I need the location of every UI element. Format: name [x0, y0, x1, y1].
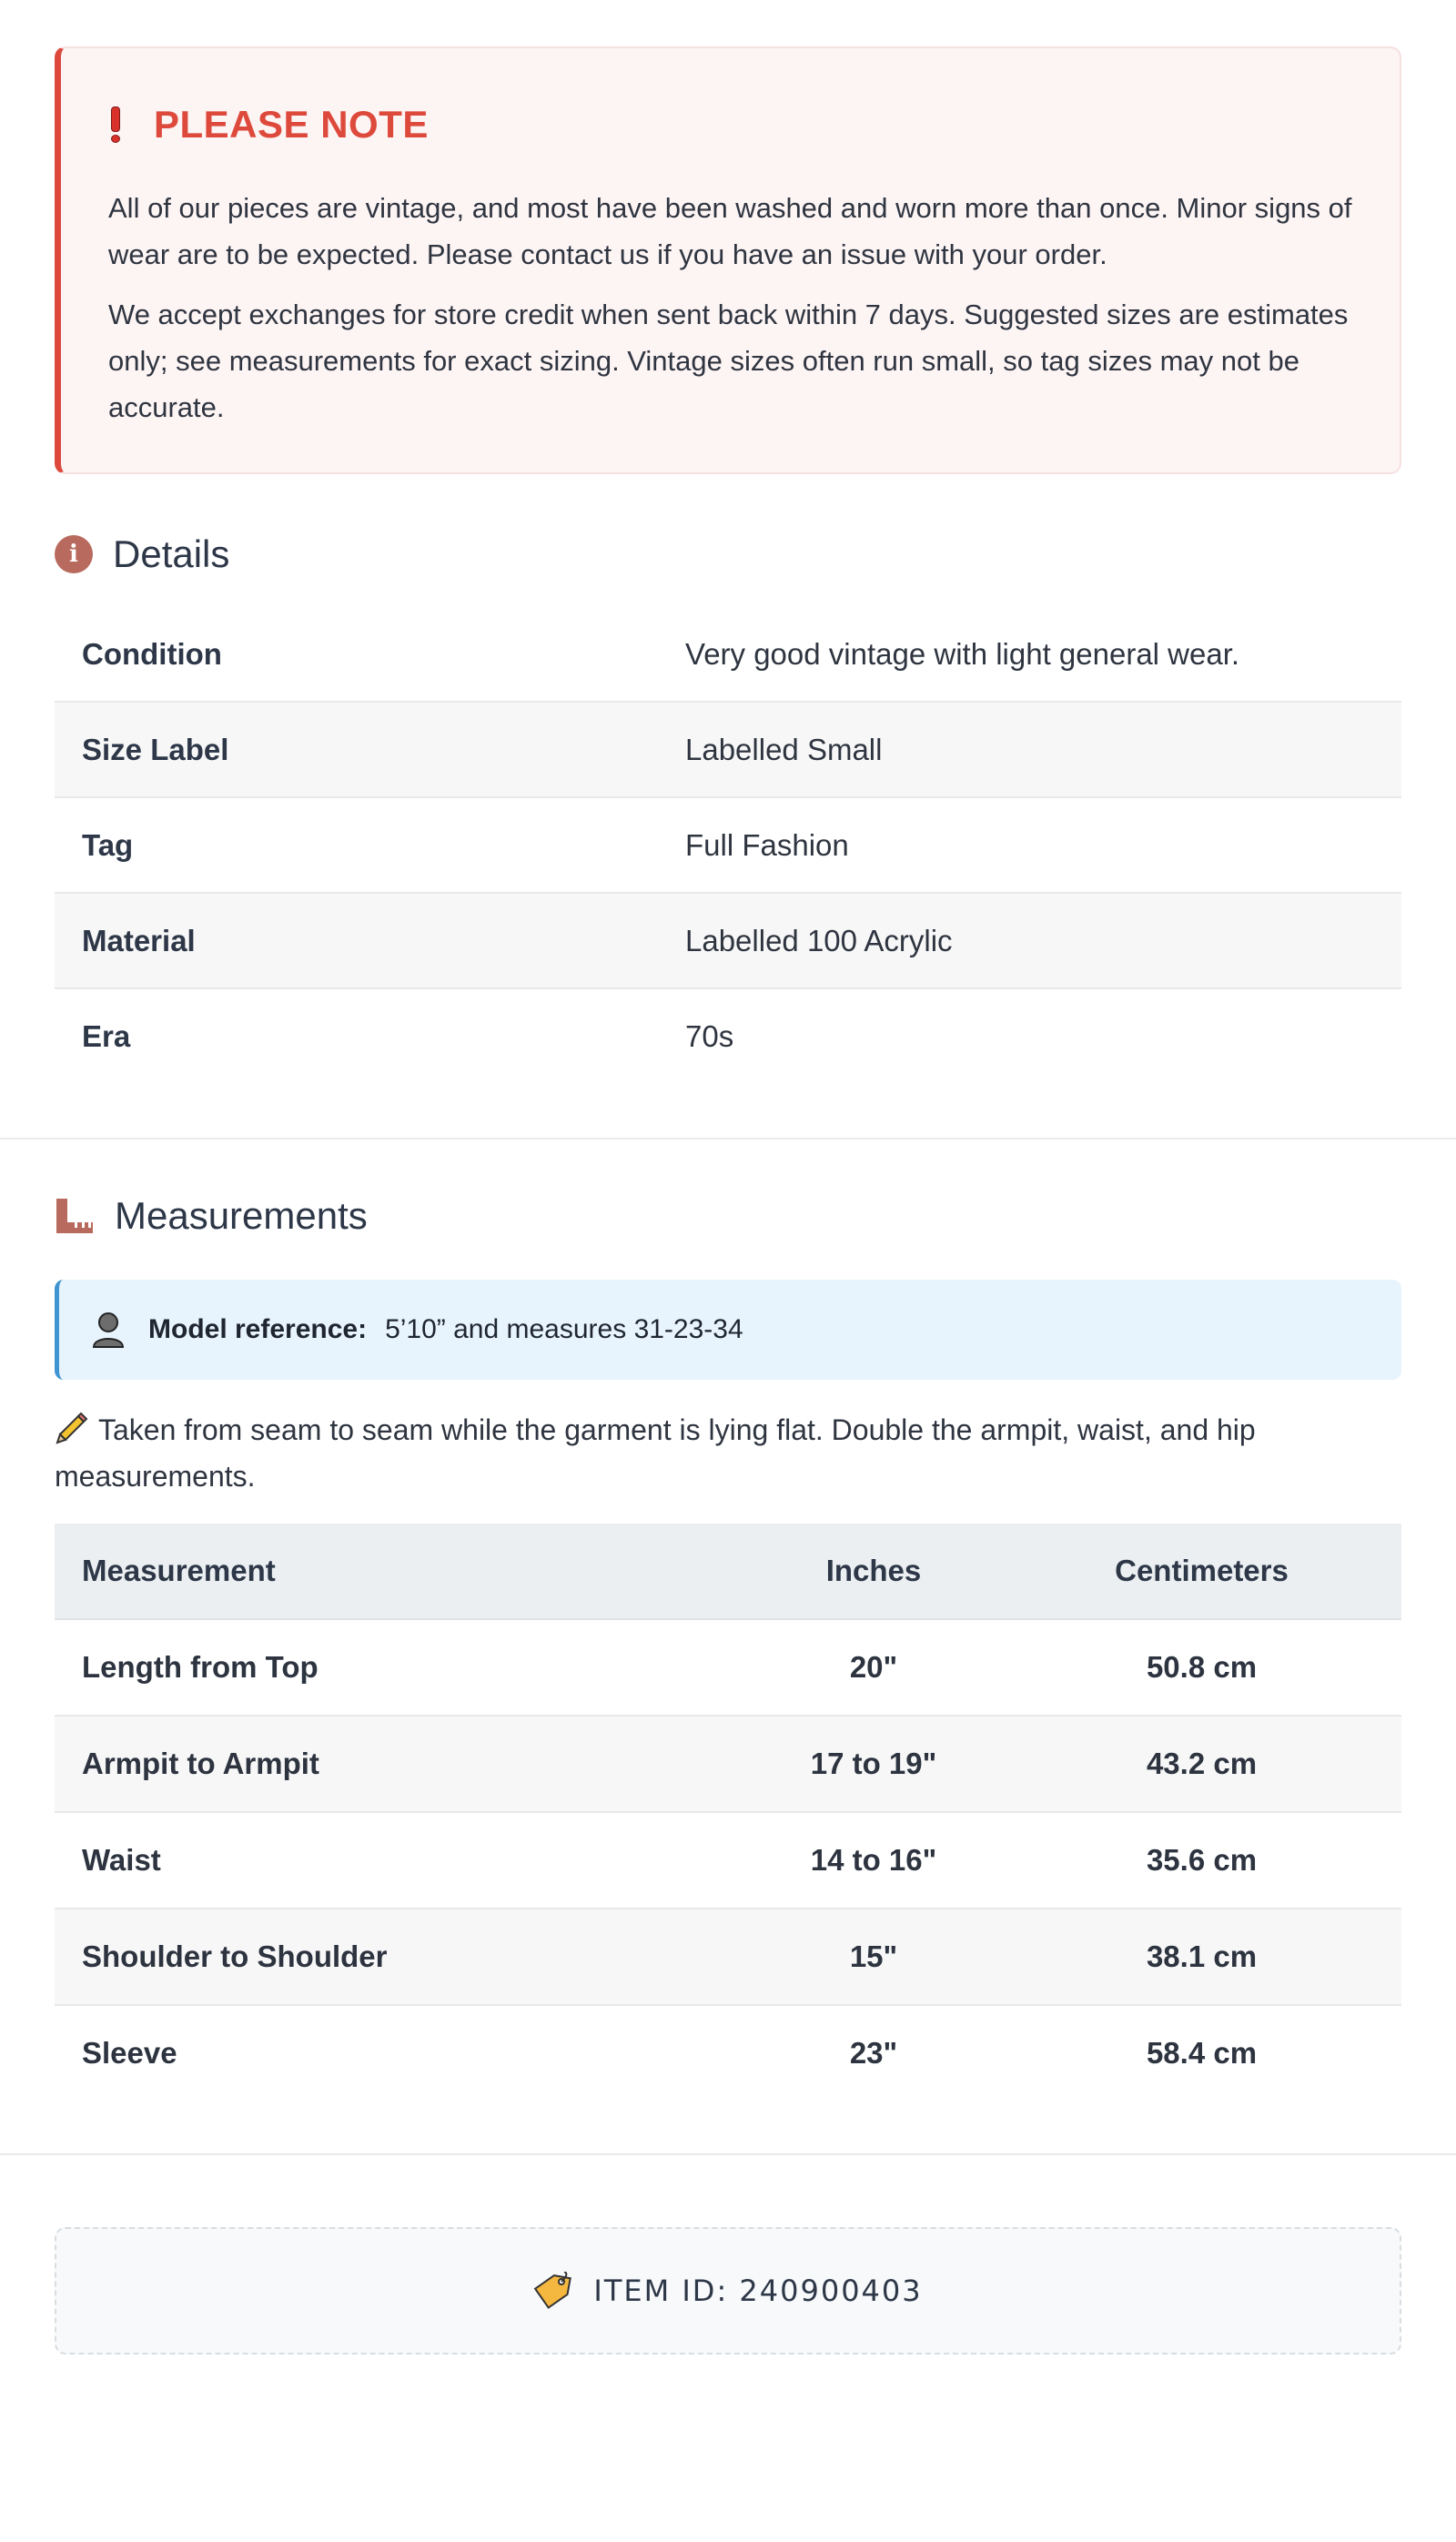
- detail-label: Material: [55, 893, 658, 988]
- measurement-cm: 50.8 cm: [1002, 1619, 1401, 1716]
- notice-box: [55, 46, 1401, 474]
- table-row: [55, 1716, 1401, 1812]
- measurements-table: [55, 1524, 1401, 2101]
- measurement-note-text: Taken from seam to seam while the garment is lying flat. Double the armpit, waist, and hip measurements.: [55, 1413, 1256, 1493]
- model-reference: [55, 1280, 1401, 1380]
- table-row: [55, 2005, 1401, 2101]
- detail-value: Labelled 100 Acrylic: [658, 893, 1401, 988]
- table-row: [55, 988, 1401, 1083]
- measurement-name: Waist: [55, 1812, 745, 1909]
- table-row: [55, 1619, 1401, 1716]
- section-divider: [0, 2153, 1456, 2155]
- table-row: [55, 797, 1401, 893]
- detail-value: Full Fashion: [658, 797, 1401, 893]
- table-row: [55, 893, 1401, 988]
- table-row: [55, 1909, 1401, 2005]
- measurement-name: Shoulder to Shoulder: [55, 1909, 745, 2005]
- section-divider: [0, 1138, 1456, 1139]
- measurement-inches: 23": [849, 2036, 898, 2070]
- measurement-name: Length from Top: [55, 1619, 745, 1716]
- measurement-name: Sleeve: [82, 2036, 177, 2070]
- measurement-cm: 38.1 cm: [1002, 1909, 1401, 2005]
- column-header: Centimeters: [1002, 1524, 1401, 1619]
- detail-value: 70s: [685, 1018, 734, 1053]
- exclamation-icon: [108, 106, 123, 143]
- measurement-name: Armpit to Armpit: [55, 1716, 745, 1812]
- person-icon: [91, 1312, 126, 1348]
- measurement-inches: 17 to 19": [745, 1716, 1002, 1812]
- measurement-cm: 35.6 cm: [1002, 1812, 1401, 1909]
- details-heading: [55, 532, 1401, 576]
- notice-title-text: PLEASE NOTE: [154, 103, 429, 146]
- measurements-title: Measurements: [115, 1194, 368, 1237]
- model-reference-label: Model reference:: [148, 1314, 368, 1344]
- column-header: Measurement: [55, 1524, 745, 1619]
- ruler-icon: [55, 1197, 95, 1235]
- table-row: [55, 607, 1401, 702]
- measurement-inches: 14 to 16": [745, 1812, 1002, 1909]
- detail-label: Tag: [55, 797, 658, 893]
- measurement-cm: 58.4 cm: [1146, 2036, 1258, 2070]
- item-id-box: [55, 2227, 1401, 2355]
- info-icon: i: [55, 535, 93, 573]
- pencil-icon: [55, 1411, 89, 1445]
- measurement-note: [55, 1407, 1401, 1500]
- detail-value: Very good vintage with light general wear.: [658, 607, 1401, 702]
- measurement-inches: 20": [745, 1619, 1002, 1716]
- table-row: [55, 1812, 1401, 1909]
- notice-title: [108, 103, 1354, 147]
- table-row: [55, 702, 1401, 797]
- notice-paragraph: We accept exchanges for store credit when sent back within 7 days. Suggested sizes are estimates only; see measurements for exact sizing. Vintage sizes often run small, so tag sizes may not be accurate.: [108, 299, 1349, 423]
- item-id-text: ITEM ID: 240900403: [593, 2274, 923, 2308]
- measurement-inches: 15": [745, 1909, 1002, 2005]
- column-header: Inches: [745, 1524, 1002, 1619]
- tag-icon: [533, 2272, 571, 2310]
- detail-label: Era: [82, 1018, 131, 1053]
- detail-label: Condition: [55, 607, 658, 702]
- measurements-heading: [55, 1194, 1401, 1238]
- measurement-cm: 43.2 cm: [1002, 1716, 1401, 1812]
- detail-value: Labelled Small: [658, 702, 1401, 797]
- model-reference-value: 5’10” and measures 31-23-34: [385, 1314, 743, 1344]
- notice-paragraph: All of our pieces are vintage, and most have been washed and worn more than once. Minor signs of wear are to be expected. Please contact us if you have an issue with your order.: [108, 192, 1352, 270]
- detail-label: Size Label: [55, 702, 658, 797]
- details-title: Details: [113, 532, 230, 575]
- table-header-row: [55, 1524, 1401, 1619]
- details-table: [55, 607, 1401, 1083]
